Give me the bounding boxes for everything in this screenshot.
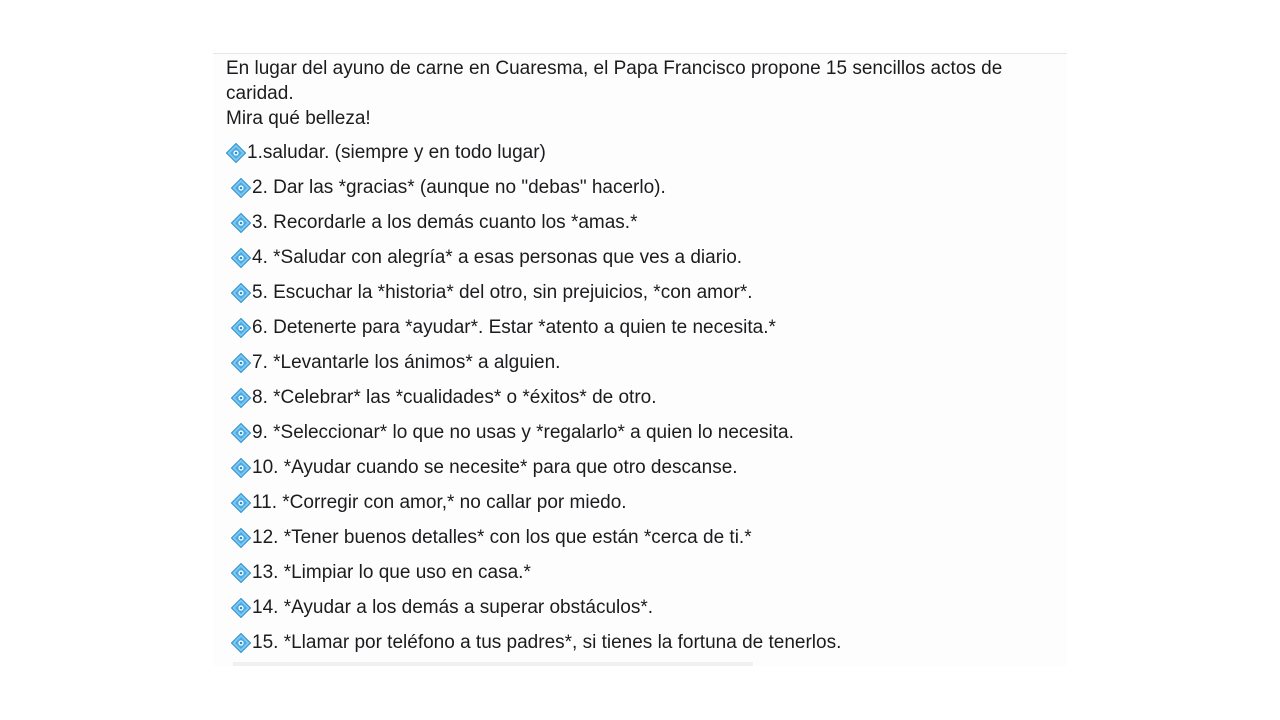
list-item (226, 140, 1056, 175)
list-item-text: 14. *Ayudar a los demás a superar obstáculos*. (252, 597, 653, 618)
acts-list (226, 140, 1056, 665)
list-item-text: 5. Escuchar la *historia* del otro, sin prejuicios, *con amor*. (252, 282, 753, 303)
list-item-text: 2. Dar las *gracias* (aunque no "debas" hacerlo). (252, 177, 666, 198)
list-item (226, 595, 1056, 630)
diamond-with-a-dot-icon (231, 388, 251, 408)
list-item-text: 1.saludar. (siempre y en todo lugar) (247, 142, 546, 163)
diamond-with-a-dot-icon (231, 353, 251, 373)
diamond-with-a-dot-icon (226, 143, 246, 163)
list-item-text: 9. *Seleccionar* lo que no usas y *regalarlo* a quien lo necesita. (252, 422, 794, 443)
list-item-text: 6. Detenerte para *ayudar*. Estar *atento a quien te necesita.* (252, 317, 776, 338)
diamond-with-a-dot-icon (231, 248, 251, 268)
diamond-with-a-dot-icon (231, 178, 251, 198)
list-item-text: 3. Recordarle a los demás cuanto los *amas.* (252, 212, 638, 233)
diamond-with-a-dot-icon (231, 563, 251, 583)
list-item-text: 8. *Celebrar* las *cualidades* o *éxitos* de otro. (252, 387, 657, 408)
list-item (226, 315, 1056, 350)
diamond-with-a-dot-icon (231, 493, 251, 513)
diamond-with-a-dot-icon (231, 213, 251, 233)
list-item (226, 210, 1056, 245)
intro-line: En lugar del ayuno de carne en Cuaresma, el Papa Francisco propone 15 sencillos actos de (226, 58, 1003, 79)
list-item (226, 420, 1056, 455)
list-item (226, 350, 1056, 385)
list-item (226, 490, 1056, 525)
diamond-with-a-dot-icon (231, 283, 251, 303)
list-item (226, 525, 1056, 560)
post-intro (226, 56, 1046, 131)
post-card (213, 53, 1067, 666)
list-item (226, 175, 1056, 210)
intro-line: caridad. (226, 83, 294, 104)
diamond-with-a-dot-icon (231, 528, 251, 548)
list-item-text: 7. *Levantarle los ánimos* a alguien. (252, 352, 561, 373)
diamond-with-a-dot-icon (231, 458, 251, 478)
list-item (226, 280, 1056, 315)
list-item (226, 245, 1056, 280)
list-item-text: 12. *Tener buenos detalles* con los que están *cerca de ti.* (252, 527, 752, 548)
diamond-with-a-dot-icon (231, 318, 251, 338)
list-item-text: 10. *Ayudar cuando se necesite* para que otro descanse. (252, 457, 738, 478)
diamond-with-a-dot-icon (231, 633, 251, 653)
list-item-text: 11. *Corregir con amor,* no callar por miedo. (252, 492, 627, 513)
cut-off-text-fragment (233, 658, 753, 666)
list-item-text: 15. *Llamar por teléfono a tus padres*, si tienes la fortuna de tenerlos. (252, 632, 842, 653)
diamond-with-a-dot-icon (231, 598, 251, 618)
list-item (226, 385, 1056, 420)
list-item-text: 13. *Limpiar lo que uso en casa.* (252, 562, 531, 583)
list-item (226, 560, 1056, 595)
intro-line: Mira qué belleza! (226, 108, 371, 129)
list-item (226, 455, 1056, 490)
diamond-with-a-dot-icon (231, 423, 251, 443)
list-item-text: 4. *Saludar con alegría* a esas personas que ves a diario. (252, 247, 743, 268)
